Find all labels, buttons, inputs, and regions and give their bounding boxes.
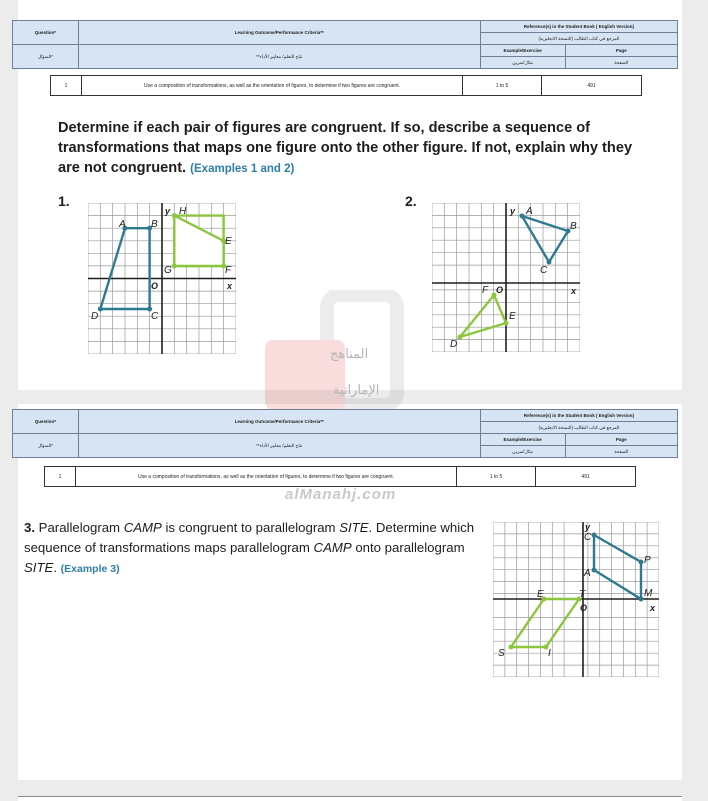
reference-row-2 bbox=[44, 466, 636, 487]
outcome-text: Use a composition of transformations, as well as the orientation of figures, to determine if two figures are congruent. bbox=[82, 76, 463, 96]
instructions-examples-ref: (Examples 1 and 2) bbox=[190, 163, 295, 175]
triangle-def bbox=[460, 295, 506, 337]
problem-3-text-c: . Determine which sequence of transformations maps parallelogram bbox=[24, 520, 475, 555]
example-header-ar: مثال/تمرين bbox=[480, 57, 565, 69]
problem-3-camp2: CAMP bbox=[313, 540, 352, 555]
label-y-axis: y bbox=[510, 206, 516, 216]
examples-range: 1 to 5 bbox=[457, 467, 536, 487]
outcome-header-en: Learning Outcome/Performance Criteria** bbox=[78, 410, 480, 434]
header-table-2 bbox=[12, 409, 678, 458]
question-header-ar: السؤال* bbox=[13, 434, 79, 458]
problem-3-text bbox=[24, 518, 484, 579]
header-table-1 bbox=[12, 20, 678, 69]
outcome-header-en: Learning Outcome/Performance Criteria** bbox=[78, 21, 480, 45]
page-header-ar: الصفحة bbox=[565, 57, 677, 69]
problem-2-graph bbox=[432, 203, 580, 352]
watermark-arabic-bottom: الإماراتية bbox=[333, 382, 380, 397]
problem-3-text-a: Parallelogram bbox=[38, 520, 124, 535]
page-header-en: Page bbox=[565, 434, 677, 446]
label-x-axis: x bbox=[227, 281, 233, 291]
problem-3-site: SITE bbox=[339, 520, 369, 535]
problem-3-text-b: is congruent to parallelogram bbox=[161, 520, 340, 535]
examples-range: 1 to 5 bbox=[463, 76, 542, 96]
label-p: P bbox=[644, 555, 651, 566]
label-a: A bbox=[119, 219, 126, 230]
parallelogram-camp bbox=[594, 535, 641, 599]
example-header-ar: مثال/تمرين bbox=[480, 446, 565, 458]
label-origin: O bbox=[151, 281, 159, 291]
label-y-axis: y bbox=[165, 206, 171, 216]
parallelogram-site bbox=[511, 599, 579, 647]
label-t: T bbox=[579, 589, 586, 600]
label-h: H bbox=[179, 206, 187, 217]
question-header-en: Question* bbox=[13, 410, 79, 434]
label-c: C bbox=[151, 311, 159, 322]
label-m: M bbox=[644, 588, 653, 599]
page-number: 491 bbox=[542, 76, 642, 96]
next-page-header-edge bbox=[18, 796, 682, 801]
label-origin: O bbox=[580, 603, 588, 613]
instructions bbox=[58, 118, 648, 179]
page-number: 491 bbox=[536, 467, 636, 487]
label-f: F bbox=[225, 265, 232, 276]
label-e: E bbox=[225, 236, 232, 247]
label-e: E bbox=[509, 311, 516, 322]
label-a: A bbox=[584, 568, 591, 579]
question-header-en: Question* bbox=[13, 21, 79, 45]
watermark-site: alManahj.com bbox=[285, 486, 397, 503]
reference-header-ar: المرجع في كتاب الطالب (النسخة الانجليزية) bbox=[480, 422, 677, 434]
label-d: D bbox=[91, 311, 99, 322]
instructions-text: Determine if each pair of figures are congruent. If so, describe a sequence of transformations that maps one figure onto the other figure. If not, explain why they are not congruent. bbox=[58, 120, 633, 176]
reference-header-ar: المرجع في كتاب الطالب (النسخة الانجليزية) bbox=[480, 33, 677, 45]
problem-3-text-e: . bbox=[53, 560, 57, 575]
reference-header-en: Reference(s) in the Student Book ( English Version) bbox=[480, 21, 677, 33]
label-f: F bbox=[482, 285, 489, 296]
label-origin: O bbox=[496, 285, 504, 295]
page-header-en: Page bbox=[565, 45, 677, 57]
label-d: D bbox=[450, 339, 458, 350]
triangle-abc bbox=[522, 216, 568, 262]
problem-1-number: 1. bbox=[58, 193, 70, 209]
label-e: E bbox=[537, 589, 544, 600]
reference-row-1 bbox=[50, 75, 642, 96]
problem-3-text-d: onto parallelogram bbox=[351, 540, 465, 555]
axes bbox=[432, 203, 580, 352]
problem-3-camp: CAMP bbox=[123, 520, 162, 535]
outcome-header-ar: **نتاج التعلم/ معايير الأداء bbox=[78, 45, 480, 69]
label-s: S bbox=[498, 648, 505, 659]
problem-3-examples-ref: (Example 3) bbox=[60, 563, 120, 575]
label-y-axis: y bbox=[585, 522, 591, 532]
problem-3-graph bbox=[493, 522, 659, 677]
label-g: G bbox=[164, 265, 172, 276]
label-a: A bbox=[526, 206, 533, 217]
question-number: 1 bbox=[45, 467, 76, 487]
problem-3-site2: SITE bbox=[24, 560, 54, 575]
label-b: B bbox=[151, 219, 158, 230]
example-header-en: Example/Exercise bbox=[480, 434, 565, 446]
label-i: I bbox=[548, 648, 551, 659]
reference-header-en: Reference(s) in the Student Book ( English Version) bbox=[480, 410, 677, 422]
label-b: B bbox=[570, 221, 577, 232]
label-c: C bbox=[540, 265, 548, 276]
question-number: 1 bbox=[51, 76, 82, 96]
page-header-ar: الصفحة bbox=[565, 446, 677, 458]
problem-3-number: 3. bbox=[24, 520, 35, 535]
label-c: C bbox=[584, 532, 592, 543]
outcome-text: Use a composition of transformations, as well as the orientation of figures, to determine if two figures are congruent. bbox=[76, 467, 457, 487]
outcome-header-ar: **نتاج التعلم/ معايير الأداء bbox=[78, 434, 480, 458]
watermark-arabic-top: المناهج bbox=[330, 346, 369, 361]
problem-2-number: 2. bbox=[405, 193, 417, 209]
question-header-ar: السؤال* bbox=[13, 45, 79, 69]
label-x-axis: x bbox=[650, 603, 656, 613]
problem-1-graph bbox=[88, 203, 236, 354]
label-x-axis: x bbox=[571, 286, 577, 296]
example-header-en: Example/Exercise bbox=[480, 45, 565, 57]
